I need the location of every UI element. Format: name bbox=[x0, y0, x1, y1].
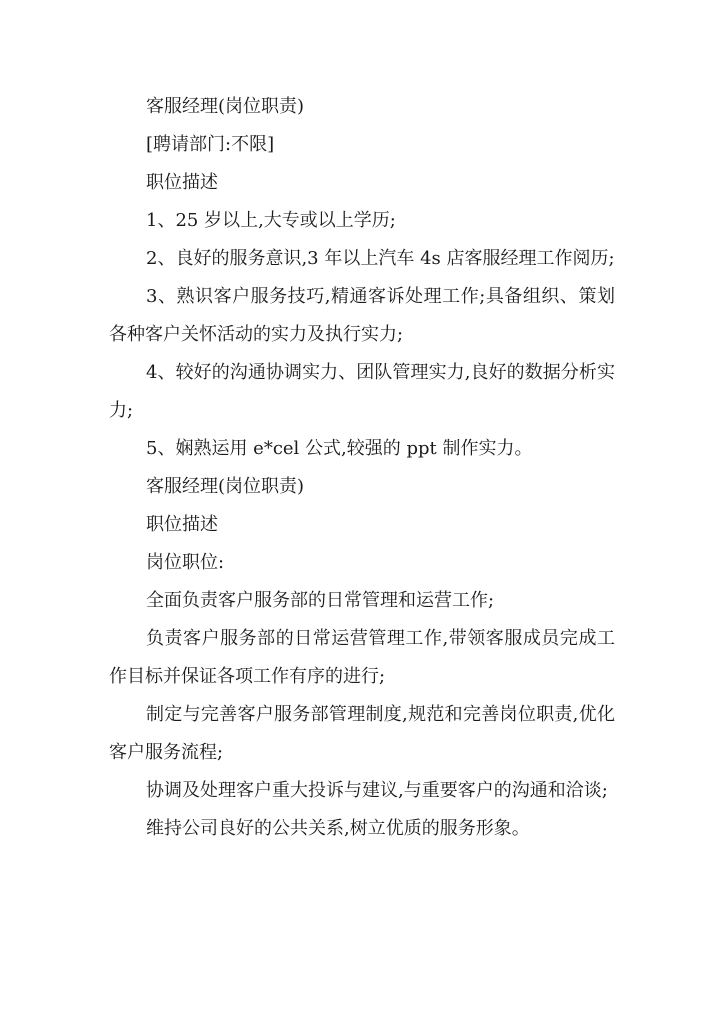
duty-item-4: 协调及处理客户重大投诉与建议,与重要客户的沟通和洽谈; bbox=[146, 780, 608, 801]
duty-item-1: 全面负责客户服务部的日常管理和运营工作; bbox=[146, 590, 495, 611]
department-note: [聘请部门:不限] bbox=[146, 134, 275, 155]
subheading-job-description-1: 职位描述 bbox=[146, 172, 218, 193]
document-body bbox=[109, 88, 615, 848]
requirement-item-3: 3、熟识客户服务技巧,精通客诉处理工作;具备组织、策划各种客户关怀活动的实力及执行实力; bbox=[109, 286, 615, 345]
duty-item-3: 制定与完善客户服务部管理制度,规范和完善岗位职责,优化客户服务流程; bbox=[109, 704, 615, 763]
duty-item-5: 维持公司良好的公共关系,树立优质的服务形象。 bbox=[146, 818, 530, 839]
requirement-item-4: 4、较好的沟通协调实力、团队管理实力,良好的数据分析实力; bbox=[109, 362, 615, 421]
subheading-position-duties: 岗位职位: bbox=[146, 552, 225, 573]
requirement-item-1: 1、25 岁以上,大专或以上学历; bbox=[146, 210, 396, 231]
section-title-2: 客服经理(岗位职责) bbox=[146, 476, 305, 497]
duty-item-2: 负责客户服务部的日常运营管理工作,带领客服成员完成工作目标并保证各项工作有序的进行; bbox=[109, 628, 615, 687]
requirement-item-5: 5、娴熟运用 e*cel 公式,较强的 ppt 制作实力。 bbox=[146, 438, 533, 459]
subheading-job-description-2: 职位描述 bbox=[146, 514, 218, 535]
section-title-1: 客服经理(岗位职责) bbox=[146, 96, 305, 117]
requirement-item-2: 2、良好的服务意识,3 年以上汽车 4s 店客服经理工作阅历; bbox=[146, 248, 615, 269]
